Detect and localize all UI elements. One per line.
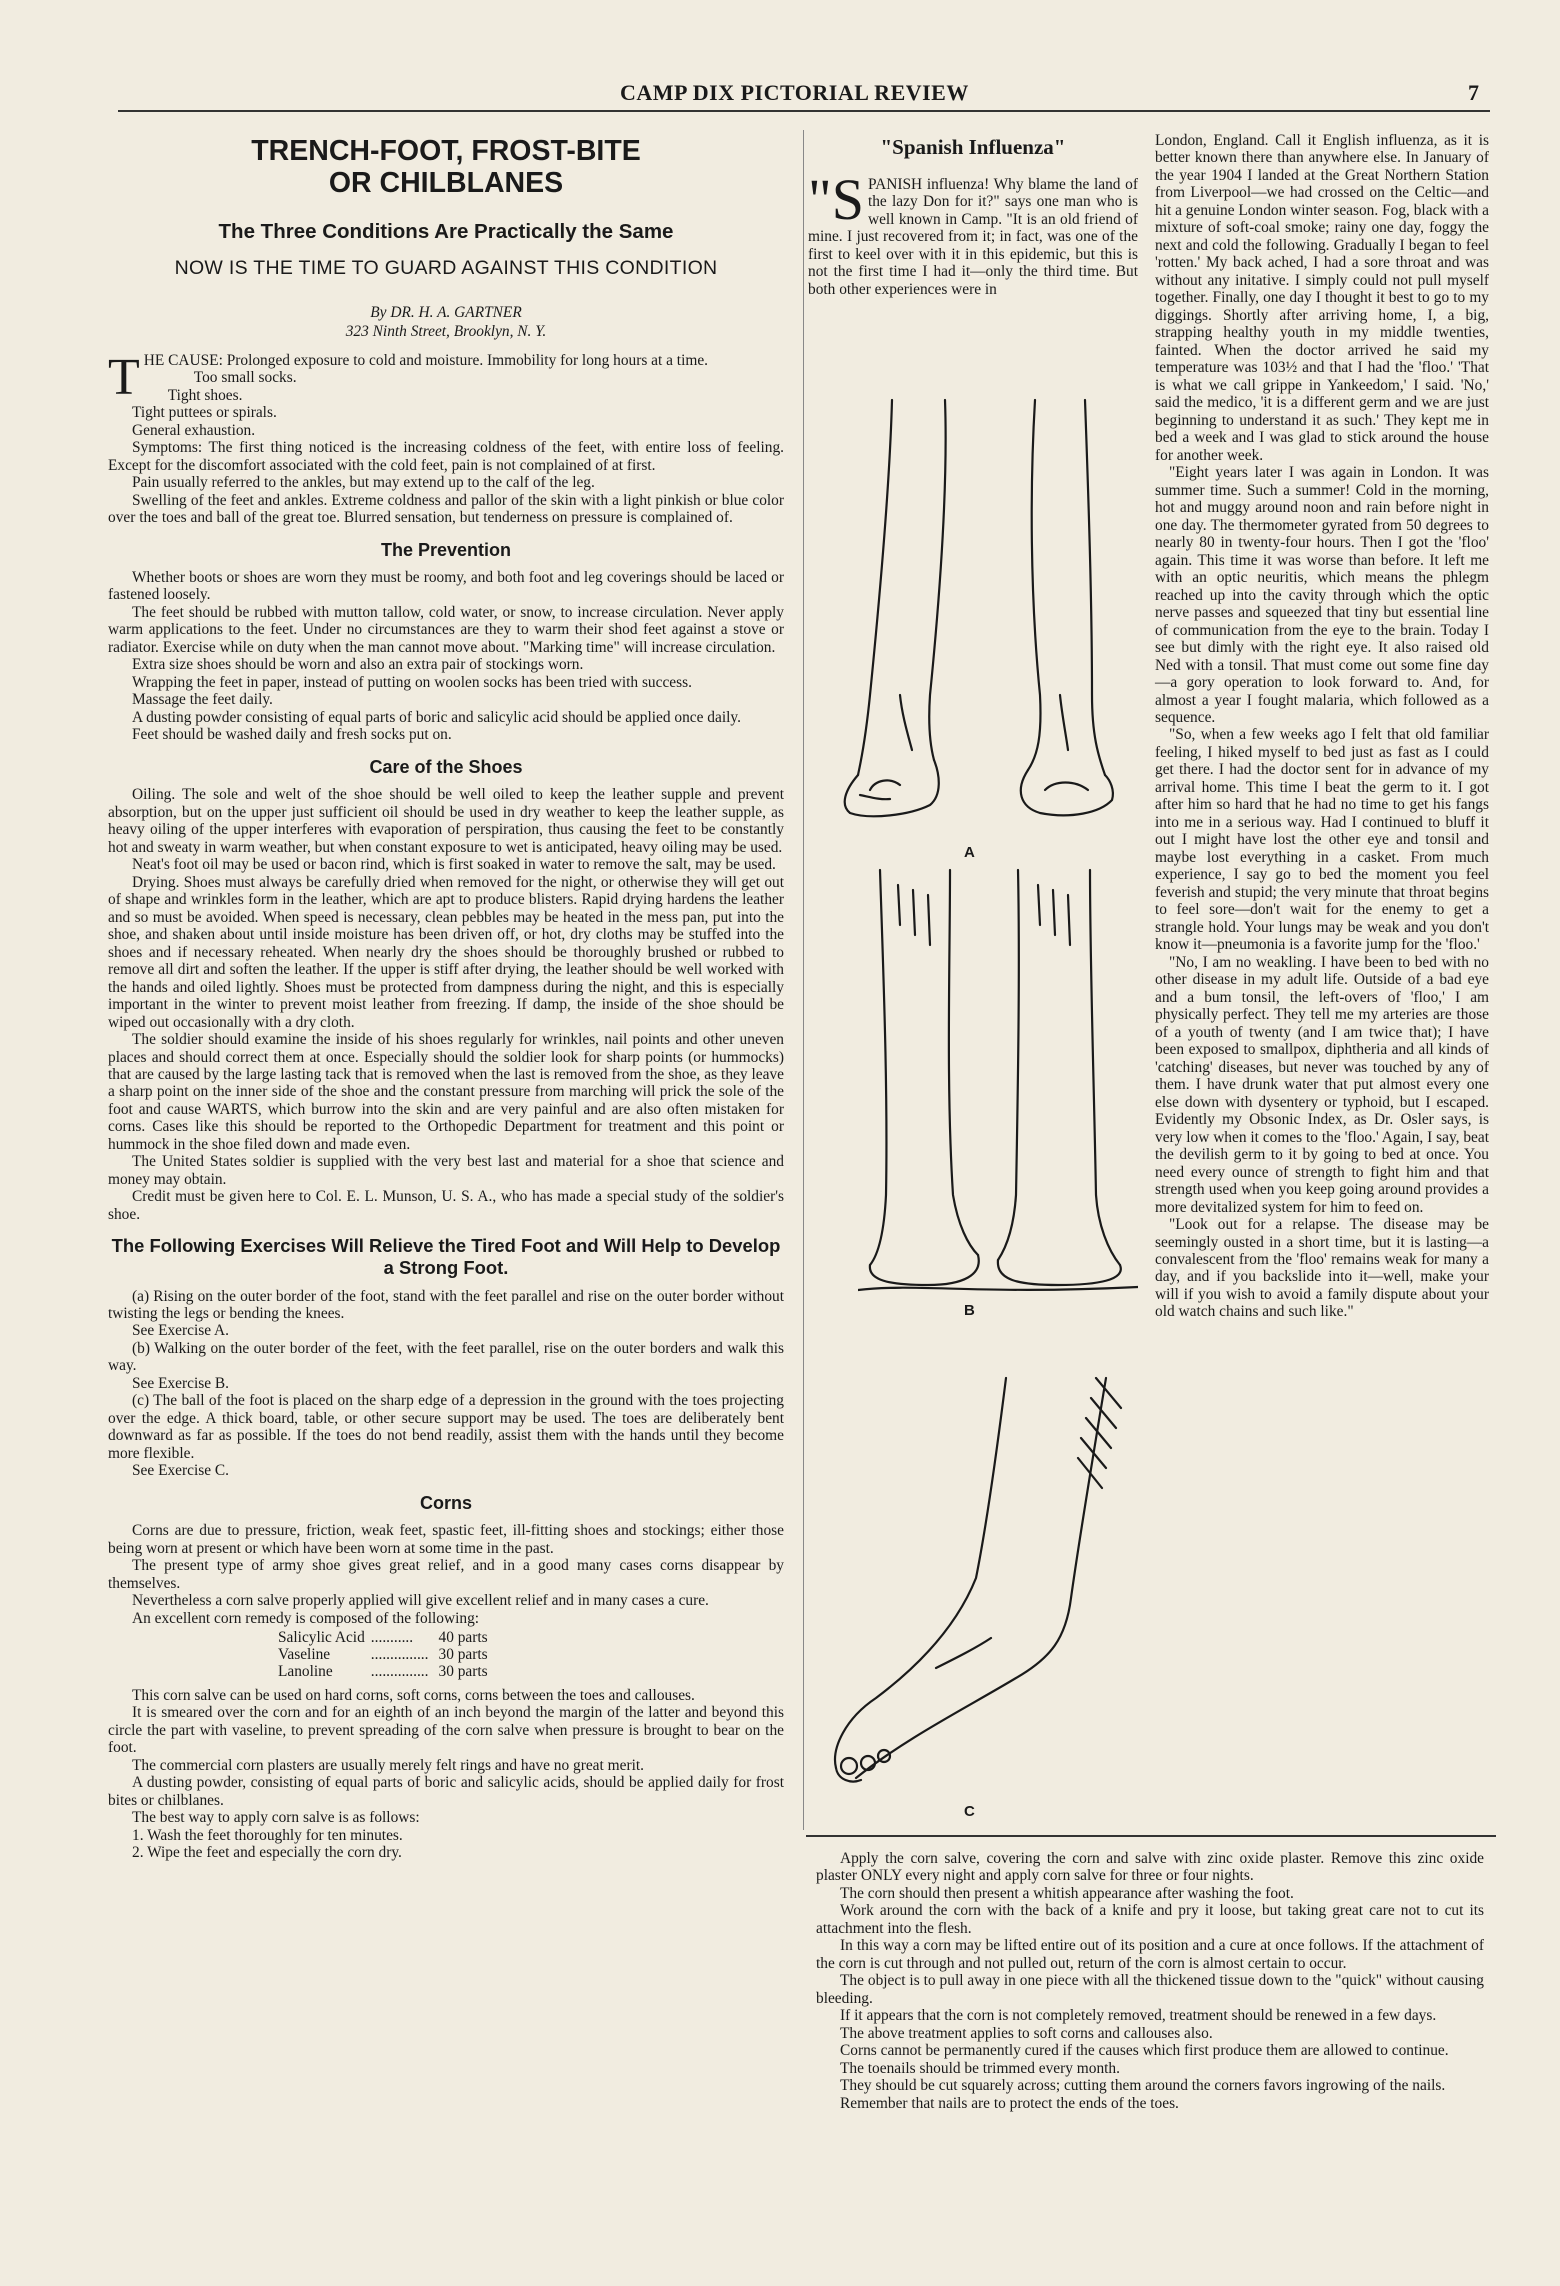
list-item: 1. Wash the feet thoroughly for ten minutes. xyxy=(132,1826,403,1844)
influenza-title: "Spanish Influenza" xyxy=(880,135,1066,159)
paragraph: "Look out for a relapse. The disease may be seemingly ousted in a short time, but it is lasting—a convalescent from the 'floo' remains weak for many a day, and if you backslide into it—well, make your will if you wish to avoid a family dispute about your old watch chains and such like." xyxy=(1155,1216,1489,1321)
paragraph: "So, when a few weeks ago I felt that old familiar feeling, I hiked myself to bed just as fast as I could get there. I had the doctor sent for in advance of my arrival home. This time I beat the germ to it. I got after him so hard that he had no time to get his fangs into me in a serious way. Had I continued to bluff it out I might have lost the other eye and tonsil and maybe lost everything in a casket. From much experience, I say go to bed the moment you feel feverish and stupid; the very minute that throat begins to feel sore—don't wait for the enemy to get a strangle hold. Your lungs may be weak and you don't know it—pneumonia is a favorite jump for the 'floo.' xyxy=(1155,726,1489,954)
paragraph: Symptoms: The first thing noticed is the increasing coldness of the feet, with entire loss of feeling. Except for the discomfort associated with the cold feet, pain is not complained of at first. xyxy=(108,439,784,474)
list-item: 2. Wipe the feet and especially the corn dry. xyxy=(132,1844,402,1862)
shoes-section: Oiling. The sole and welt of the shoe should be well oiled to keep the leather supple and prevent absorption, but on the upper just sufficient oil should be used in dry weather to keep the leather supple, as heavy oiling of the upper interferes with evaporation of perspiration, thus causing the feet to be constantly hot and sweaty in warm weather, but when constant exposure to wet is anticipated, heavy oiling may be used. Neat's foot oil may be used or bacon rind, which is first soaked in water to remove the salt, may be used. Drying. Shoes must always be carefully dried when removed for the night, or otherwise they will get out of shape and wrinkles form in the leather, which are apt to produce blisters. Rapid drying hardens the leather and so must be avoided. When speed is necessary, clean pebbles may be heated in the mess pan, put into the shoe, and shaken about until inside moisture has been driven off, or hot, dry cloths may be stuffed into the shoes and if necessary reheated. When nearly dry the shoes should be thoroughly brushed or rubbed to remove all dirt and soften the leather. If the upper is stiff after drying, the leather should be well worked with the hands and oiled lightly. Shoes must be protected from dampness during the night, and this is especially important in the winter to prevent moist leather from freezing. If damp, the inside of the shoe should be wiped out occasionally with a dry cloth. The soldier should examine the inside of his shoes regularly for wrinkles, nail points and other uneven places and should correct them at once. Especially should the soldier look for sharp points (or hummocks) that are caused by the large lasting tack that is removed when the last is removed from the shoe, as they leave a sharp point on the inner side of the shoe and the constant pressure from marching will prick the sole of the foot and cause WARTS, which burrow into the skin and are very painful and are also often mistaken for corns. Cases like this should be reported to the Orthopedic Department for treatment and this point or hummock in the shoe filed down and made even. The United States soldier is supplied with the very best last and material for a shoe that science and money may obtain. Credit must be given here to Col. E. L. Munson, U. S. A., who has made a special study of the soldier's shoe. xyxy=(108,786,784,1223)
drop-cap: "S xyxy=(808,166,864,232)
drop-cap: T xyxy=(108,348,140,406)
paragraph: "Eight years later I was again in London. It was summer time. Such a summer! Cold in the morning, hot and muggy around noon and rain before night in one day. The thermometer gyrated from 50 degrees to nearly 80 in twenty-four hours. Then I got the 'floo' again. This time it was worse than before. It left me with an optic neuritis, which means the phlegm reached up into the cavity through which the optic nerve passes and squeezed that tiny but essential line of communication from the eye to the brain. Today I see but dimly with the right eye. It also raised old Ned with a tonsil. That must come out some fine day—a gory operation to look forward to. And, for almost a year I fought malaria, which followed as a sequence. xyxy=(1155,464,1489,726)
article-title: TRENCH-FOOT, FROST-BITE OR CHILBLANES xyxy=(251,135,641,199)
section-heading-shoes: Care of the Shoes xyxy=(369,756,523,777)
trench-foot-article xyxy=(108,132,784,1862)
article-subtitle: The Three Conditions Are Practically the Same xyxy=(218,219,674,243)
prevention-section: Whether boots or shoes are worn they must be roomy, and both foot and leg coverings should be laced or fastened loosely. The feet should be rubbed with mutton tallow, cold water, or snow, to increase circulation. Never apply warm applications to the feet. Under no circumstances are they to warm their shod feet against a stove or radiator. Exercise while on duty when the man cannot move about. "Marking time" will increase circulation. Extra size shoes should be worn and also an extra pair of stockings worn. Wrapping the feet in paper, instead of putting on woolen socks has been tried with success. Massage the feet daily. A dusting powder consisting of equal parts of boric and salicylic acid should be applied once daily. Feet should be washed daily and fresh socks put on. xyxy=(108,568,784,744)
steps-list xyxy=(108,1827,784,1862)
byline: By DR. H. A. GARTNER 323 Ninth Street, Brooklyn, N. Y. xyxy=(345,304,547,341)
paragraph: London, England. Call it English influenza, as it is better known there than anywhere else. In January of the year 1904 I landed at the Great Northern Station from Liverpool—we had crossed on the Celtic—and hit a genuine London winter season. Fog, black with a mixture of soft-coal smoke; rainy one day, foggy the next and cold the following. Gradually I began to feel 'rotten.' My back ached, I had a sore throat and was without any initative. I simply could not pull myself together. Finally, one day I thought it best to go to my diggings. Shortly after arriving home, I, a big, strapping healthy youth in my middle twenties, fainted. When the doctor arrived he said my temperature was 103½ and that I had the 'floo.' 'That is what we call grippe in Yankeedom,' I said. 'No,' said the medico, 'it is a different germ and we are just beginning to understand it as such.' They kept me in bed a week and I was glad to stick around the house for another week. xyxy=(1155,132,1489,464)
paragraph: Swelling of the feet and ankles. Extreme coldness and pallor of the skin with a light pinkish or blue color over the toes and ball of the great toe. Blurred sensation, but tenderness on pressure is complained of. xyxy=(108,491,784,527)
section-heading-corns: Corns xyxy=(419,1492,472,1513)
corns-section: Corns are due to pressure, friction, weak feet, spastic feet, ill-fitting shoes and stockings; either those being worn at present or which have been worn at some time in the past. The present type of army shoe gives great relief, and in a good many cases corns disappear by themselves. Nevertheless a corn salve properly applied will give excellent relief and in many cases a cure. An excellent corn remedy is composed of the following: Salicylic Acid ........... 40 parts Vaseline ............... 30 parts Lanoline ............... 30 parts This corn salve can be used on hard corns, soft corns, corns between the toes and callouses. It is smeared over the corn and for an eighth of an inch beyond the margin of the latter and beyond this circle the part with vaseline, to prevent spreading of the corn salve when pressure is brought to bear on the foot. The commercial corn plasters are usually merely felt rings and have no great merit. A dusting powder, consisting of equal parts of boric and salicylic acids, should be applied daily for frost bites or chilblanes. The best way to apply corn salve is as follows: 1. Wash the feet thoroughly for ten minutes. 2. Wipe the feet and especially the corn dry. xyxy=(108,1522,784,1862)
paragraph: Pain usually referred to the ankles, but may extend up to the calf of the leg. xyxy=(132,474,595,492)
page-number: 7 xyxy=(1468,80,1479,105)
figure-b-label: B xyxy=(964,1302,975,1319)
column-rule xyxy=(803,130,804,1830)
table-row: Lanoline ............... 30 parts xyxy=(278,1663,488,1681)
table-row: Vaseline ............... 30 parts xyxy=(278,1646,488,1664)
remedy-table xyxy=(278,1630,494,1681)
table-row: Salicylic Acid ........... 40 parts xyxy=(278,1629,488,1647)
figure-c-foot-illustration xyxy=(816,1368,1126,1798)
influenza-lead: "S PANISH influenza! Why blame the land of the lazy Don for it?" says one man who is well known in Camp. "It is an old friend of mine. I just recovered from it; in fact, was one of the first to keel over with it in this epidemic, but this is not the first time I had it—only the third time. But both other experiences were in xyxy=(808,166,1138,298)
continuation-rule xyxy=(806,1835,1496,1837)
article-kicker: NOW IS THE TIME TO GUARD AGAINST THIS CONDITION xyxy=(174,257,718,280)
section-heading-exercises: The Following Exercises Will Relieve the Tired Foot and Will Help to Develop a Strong Foot. xyxy=(111,1235,781,1279)
corn-treatment-continued: Apply the corn salve, covering the corn and salve with zinc oxide plaster. Remove this zinc oxide plaster ONLY every night and apply corn salve for three or four nights. The corn should then present a whitish appearance after washing the foot. Work around the corn with the back of a knife and pry it loose, but taking great care not to cut its attachment into the flesh. In this way a corn may be lifted entire out of its position and a cure at once follows. If the attachment of the corn is cut through and not pulled out, return of the corn is almost certain to occur. The object is to pull away in one piece with all the thickened tissue down to the "quick" without causing bleeding. If it appears that the corn is not completely removed, treatment should be renewed in a few days. The above treatment applies to soft corns and callouses also. Corns cannot be permanently cured if the causes which first produce them are allowed to continue. The toenails should be trimmed every month. They should be cut squarely across; cutting them around the corners favors ingrowing of the nails. Remember that nails are to protect the ends of the toes. xyxy=(816,1850,1484,2112)
cause-section: THE CAUSE: Prolonged exposure to cold and moisture. Immobility for long hours at a time. Too small socks. Tight shoes. Tight puttees or spirals. General exhaustion. Symptoms: The first thing noticed is the increasing coldness of the feet, with entire loss of feeling. Except for the discomfort associated with the cold feet, pain is not complained of at first. Pain usually referred to the ankles, but may extend up to the calf of the leg. Swelling of the feet and ankles. Extreme coldness and pallor of the skin with a light pinkish or blue color over the toes and ball of the great toe. Blurred sensation, but tenderness on pressure is complained of. xyxy=(108,348,784,527)
header-rule xyxy=(118,110,1490,112)
publication-title: CAMP DIX PICTORIAL REVIEW xyxy=(620,80,969,105)
figure-b-feet-illustration xyxy=(858,865,1138,1295)
influenza-intro xyxy=(808,132,1138,298)
figure-a-label: A xyxy=(964,844,975,861)
paragraph: "No, I am no weakling. I have been to bed with no other disease in my adult life. Outside of a bad eye and a bum tonsil, the left-overs of 'floo,' I am physically perfect. They tell me my arteries are those of a youth of twenty (and I am twice that); I have been exposed to smallpox, diphtheria and all kinds of 'catching' diseases, but never was touched by any of them. I have drunk water that put almost every one else down with dysentery or typhoid, but I escaped. Evidently my Obsonic Index, as Dr. Osler says, is very low when it comes to the 'floo.' Again, I say, beat the devilish germ to it by going to bed at once. You need every ounce of strength to fight him and that strength used when you keep going around provides a more devitalized system for him to feed on. xyxy=(1155,953,1489,1216)
exercises-section: (a) Rising on the outer border of the foot, stand with the feet parallel and rise on the outer border without twisting the legs or bending the knees. See Exercise A. (b) Walking on the outer border of the feet, with the feet parallel, rise on the outer borders and walk this way. See Exercise B. (c) The ball of the foot is placed on the sharp edge of a depression in the ground with the toes projecting over the edge. A thick board, table, or other secure support may be used. The toes are deliberately bent downward as far as possible. If the toes do not bend readily, assist them with the hands until they become more flexible. See Exercise C. xyxy=(108,1287,784,1480)
figure-a-feet-illustration xyxy=(830,395,1130,835)
section-heading-prevention: The Prevention xyxy=(380,539,512,560)
influenza-continued xyxy=(1155,132,1489,1321)
figure-c-label: C xyxy=(964,1803,975,1820)
